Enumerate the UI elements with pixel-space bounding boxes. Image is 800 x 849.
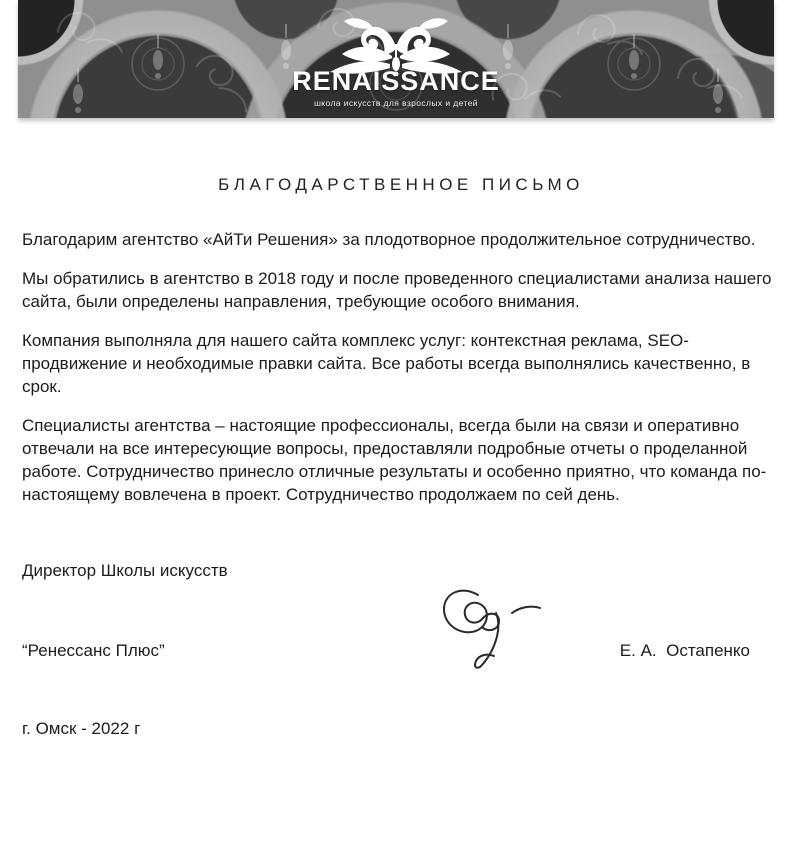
signer-role: Директор Школы искусств (22, 561, 228, 580)
company-name: “Ренессанс Плюс” (22, 641, 165, 660)
letter-paragraph: Компания выполняла для нашего сайта комплекс услуг: контекстная реклама, SEO-продвижение и необходимые правки сайта. Все работы всегда выполнялись качественно, в срок. (22, 331, 751, 396)
letter-paragraph: Благодарим агентство «АйТи Решения» за плодотворное продолжительное сотрудничество. (22, 230, 756, 249)
signoff-block (22, 561, 780, 739)
signature-row (22, 641, 780, 661)
city-year: г. Омск - 2022 г (22, 719, 141, 738)
header-banner (18, 0, 774, 118)
letter-paragraph: Специалисты агентства – настоящие профессионалы, всегда были на связи и оперативно отвечали на все интересующие вопросы, предоставляли подробные отчеты о проделанной работе. Сотрудничество принесло отличные результаты и особенно приятно, что команда по-настоящему вовлечена в проект. Сотрудничество продолжаем по сей день. (22, 416, 767, 504)
signer-name: Е. А. Остапенко (619, 641, 750, 660)
brand-logo (18, 0, 774, 118)
letter-body (0, 175, 800, 739)
letter-paragraph: Мы обратились в агентство в 2018 году и после проведенного специалистами анализа нашего сайта, были определены направления, требующие особого внимания. (22, 269, 772, 311)
letter-title: БЛАГОДАРСТВЕННОЕ ПИСЬМО (218, 175, 584, 194)
handwritten-signature-icon (436, 583, 554, 675)
brand-tagline: школа искусств для взрослых и детей (314, 98, 478, 108)
brand-name: RENAISSANCE (292, 66, 500, 96)
